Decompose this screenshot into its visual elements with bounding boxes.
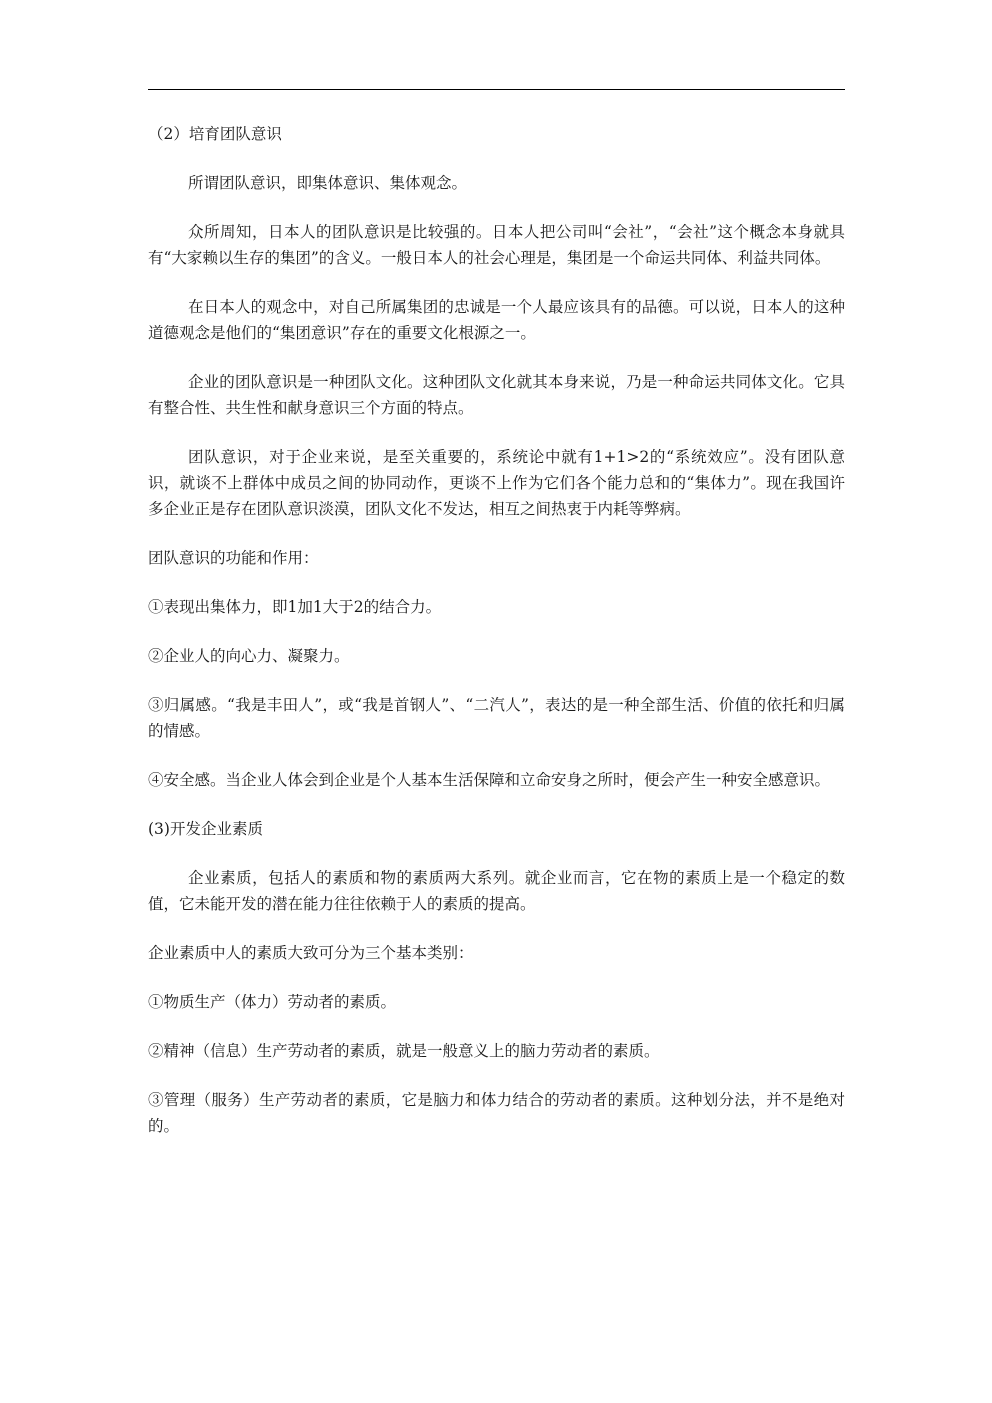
list-heading-categories: 企业素质中人的素质大致可分为三个基本类别： xyxy=(148,944,474,962)
paragraph-enterprise-quality: 企业素质，包括人的素质和物的素质两大系列。就企业而言，它在物的素质上是一个稳定的数值，它未能开发的潜在能力往往依赖于人的素质的提高。 xyxy=(148,869,845,913)
paragraph-japanese-team-awareness: 众所周知，日本人的团队意识是比较强的。日本人把公司叫“会社”，“会社”这个概念本身就具有“大家赖以生存的集团”的含义。一般日本人的社会心理是，集团是一个命运共同体、利益共同体。 xyxy=(148,223,845,267)
paragraph-team-culture: 企业的团队意识是一种团队文化。这种团队文化就其本身来说，乃是一种命运共同体文化。它具有整合性、共生性和献身意识三个方面的特点。 xyxy=(148,373,845,417)
list-item-category-1: ①物质生产（体力）劳动者的素质。 xyxy=(148,993,397,1011)
list-item-function-4: ④安全感。当企业人体会到企业是个人基本生活保障和立命安身之所时，便会产生一种安全感意识。 xyxy=(148,771,831,789)
section-heading-team-awareness: （2）培育团队意识 xyxy=(148,125,282,143)
section-heading-enterprise-quality: (3)开发企业素质 xyxy=(148,820,263,838)
list-heading-functions: 团队意识的功能和作用： xyxy=(148,549,319,567)
document-body xyxy=(148,121,845,1162)
paragraph-loyalty: 在日本人的观念中，对自己所属集团的忠诚是一个人最应该具有的品德。可以说，日本人的这种道德观念是他们的“集团意识”存在的重要文化根源之一。 xyxy=(148,298,845,342)
list-item-function-2: ②企业人的向心力、凝聚力。 xyxy=(148,647,350,665)
paragraph-definition: 所谓团队意识，即集体意识、集体观念。 xyxy=(188,174,468,192)
paragraph-system-effect: 团队意识，对于企业来说，是至关重要的，系统论中就有1+1>2的“系统效应”。没有团队意识，就谈不上群体中成员之间的协同动作，更谈不上作为它们各个能力总和的“集体力”。现在我国许多企业正是存在团队意识淡漠，团队文化不发达，相互之间热衷于内耗等弊病。 xyxy=(148,448,845,518)
list-item-function-1: ①表现出集体力，即1加1大于2的结合力。 xyxy=(148,598,442,616)
list-item-category-3: ③管理（服务）生产劳动者的素质，它是脑力和体力结合的劳动者的素质。这种划分法，并不是绝对的。 xyxy=(148,1091,845,1135)
list-item-category-2: ②精神（信息）生产劳动者的素质，就是一般意义上的脑力劳动者的素质。 xyxy=(148,1042,660,1060)
header-rule xyxy=(148,89,845,90)
list-item-function-3: ③归属感。“我是丰田人”，或“我是首钢人”、“二汽人”，表达的是一种全部生活、价值的依托和归属的情感。 xyxy=(148,696,845,740)
